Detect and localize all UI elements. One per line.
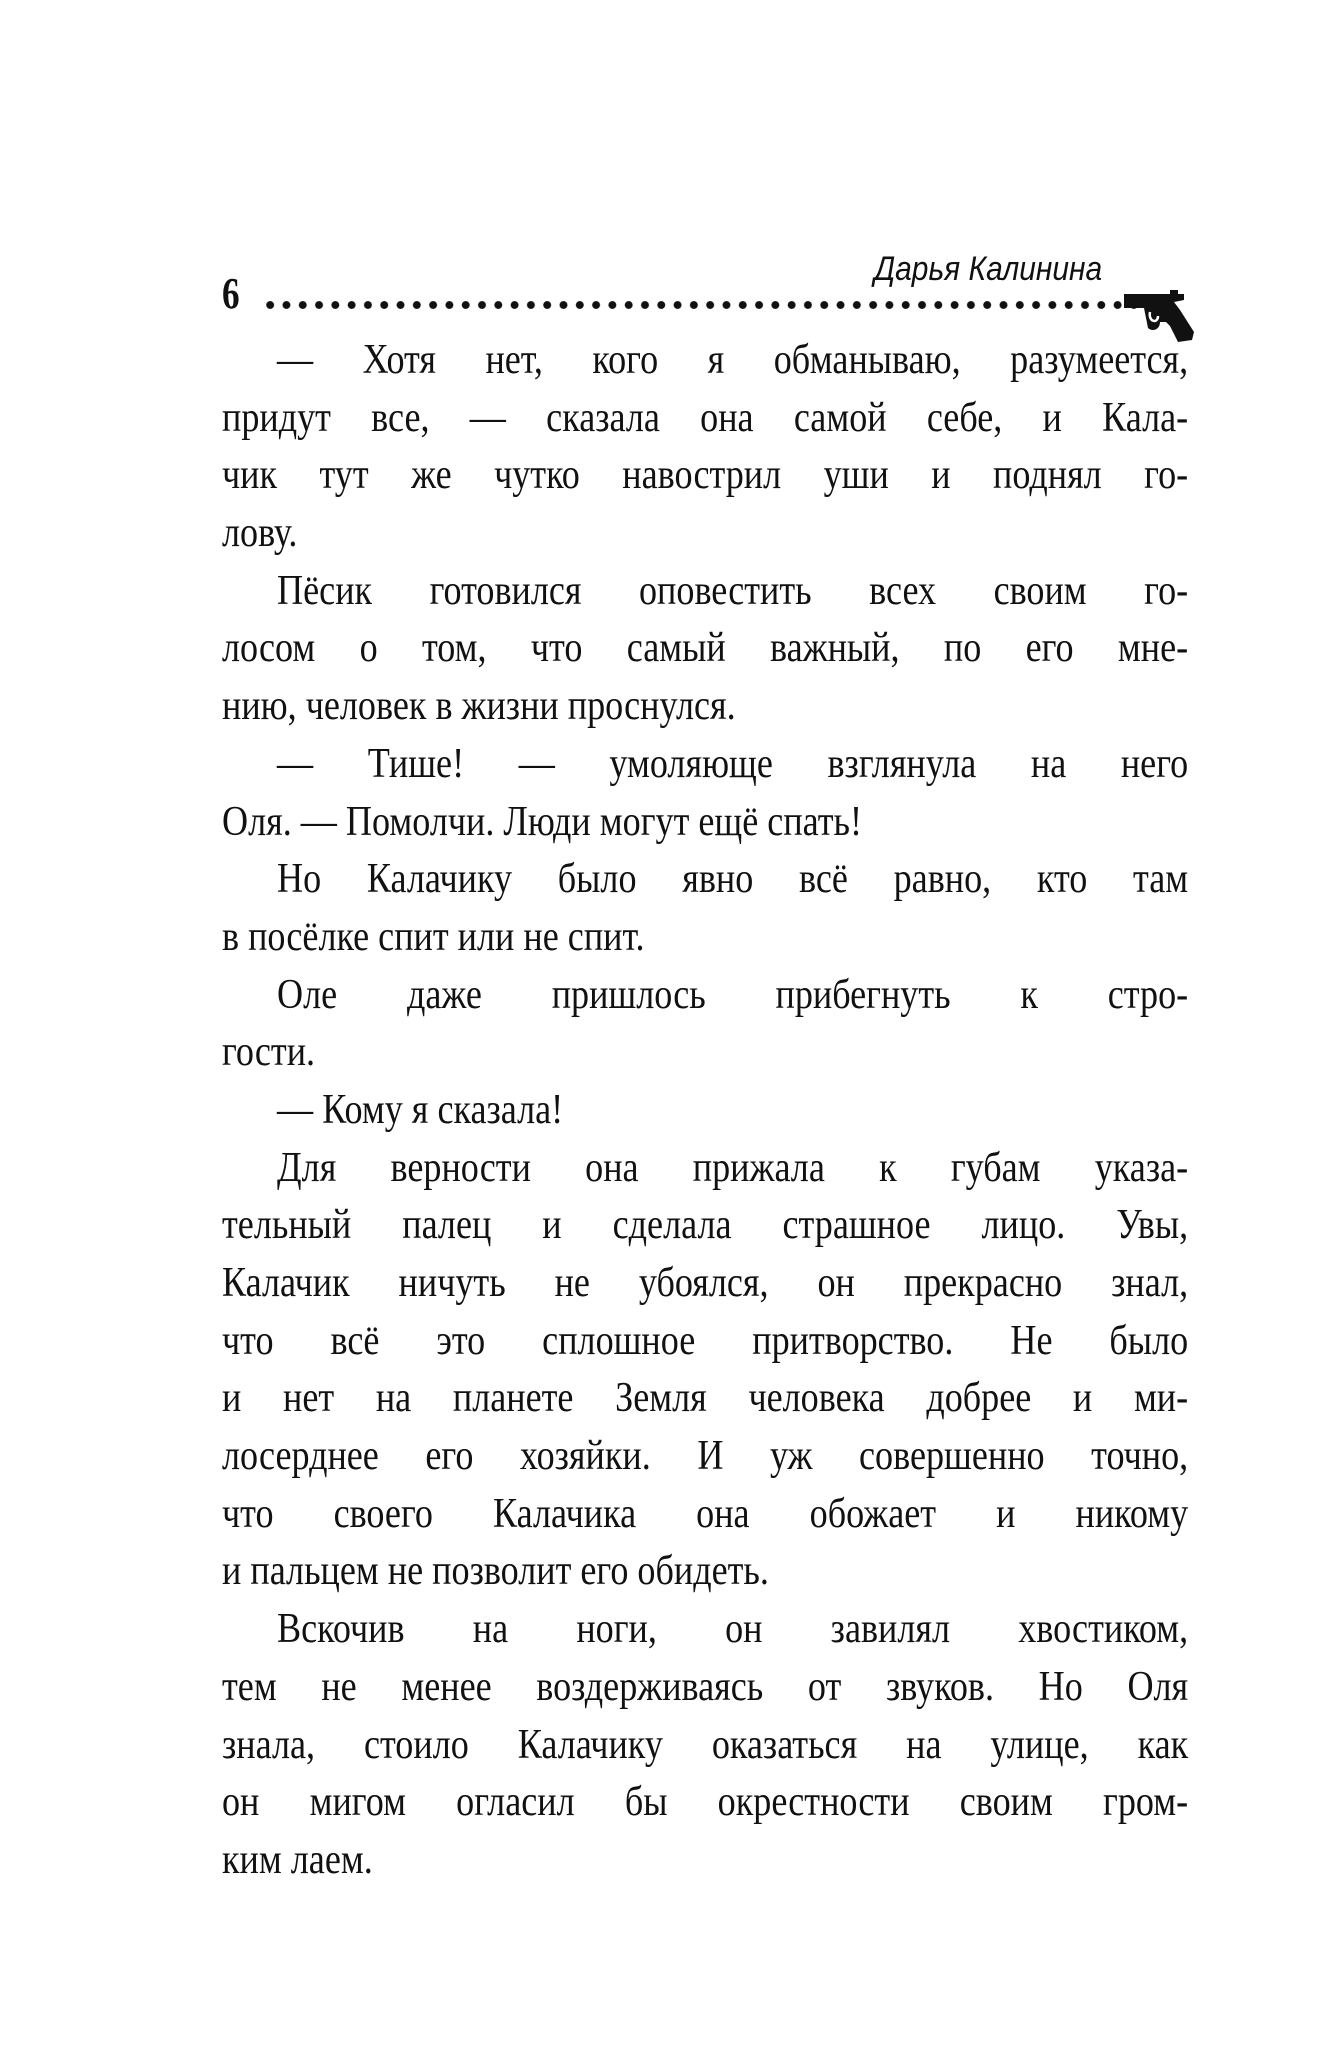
text-line: Оле даже пришлось прибегнуть к стро- <box>277 971 1189 1018</box>
text-line: Пёсик готовился оповестить всех своим го- <box>277 567 1189 614</box>
body-text <box>222 332 1188 1890</box>
text-line: лосом о том, что самый важный, по его мне- <box>222 625 1189 672</box>
text-line: и пальцем не позволит его обидеть. <box>222 1548 769 1595</box>
text-line: Для верности она прижала к губам указа- <box>277 1144 1189 1191</box>
text-line: нию, человек в жизни проснулся. <box>222 683 736 730</box>
page-number: 6 <box>222 269 240 318</box>
text-line: чик тут же чутко навострил уши и поднял го- <box>222 452 1189 499</box>
text-line: и нет на планете Земля человека добрее и ми- <box>222 1375 1189 1422</box>
text-line: Оля. — Помолчи. Люди могут ещё спать! <box>222 798 863 845</box>
text-line: ким лаем. <box>222 1836 373 1883</box>
text-line: тельный палец и сделала страшное лицо. Увы, <box>222 1202 1189 1249</box>
running-header <box>222 250 1190 340</box>
author-name: Дарья Калинина <box>873 250 1102 288</box>
text-line: знала, стоило Калачику оказаться на улице, как <box>222 1721 1189 1768</box>
text-line: что своего Калачика она обожает и никому <box>222 1490 1189 1537</box>
text-line: Но Калачику было явно всё равно, кто там <box>277 856 1189 903</box>
text-line: придут все, — сказала она самой себе, и Кала- <box>222 394 1189 441</box>
text-line: — Тише! — умоляюще взглянула на него <box>277 740 1189 787</box>
text-line: он мигом огласил бы окрестности своим гром- <box>222 1779 1189 1826</box>
text-line: Калачик ничуть не убоялся, он прекрасно знал, <box>222 1260 1189 1306</box>
text-line: Вскочив на ноги, он завилял хвостиком, <box>277 1606 1189 1653</box>
text-line: лову. <box>222 510 298 557</box>
text-line: что всё это сплошное притворство. Не было <box>222 1317 1189 1364</box>
text-line: лосерднее его хозяйки. И уж совершенно точно, <box>222 1433 1189 1480</box>
text-line: — Кому я сказала! <box>277 1086 564 1133</box>
text-line: — Хотя нет, кого я обманываю, разумеется, <box>277 337 1189 383</box>
text-line: в посёлке спит или не спит. <box>222 913 645 960</box>
dotted-rule <box>262 300 1142 310</box>
text-line: гости. <box>222 1029 316 1076</box>
text-line: тем не менее воздерживаясь от звуков. Но Оля <box>222 1663 1189 1710</box>
